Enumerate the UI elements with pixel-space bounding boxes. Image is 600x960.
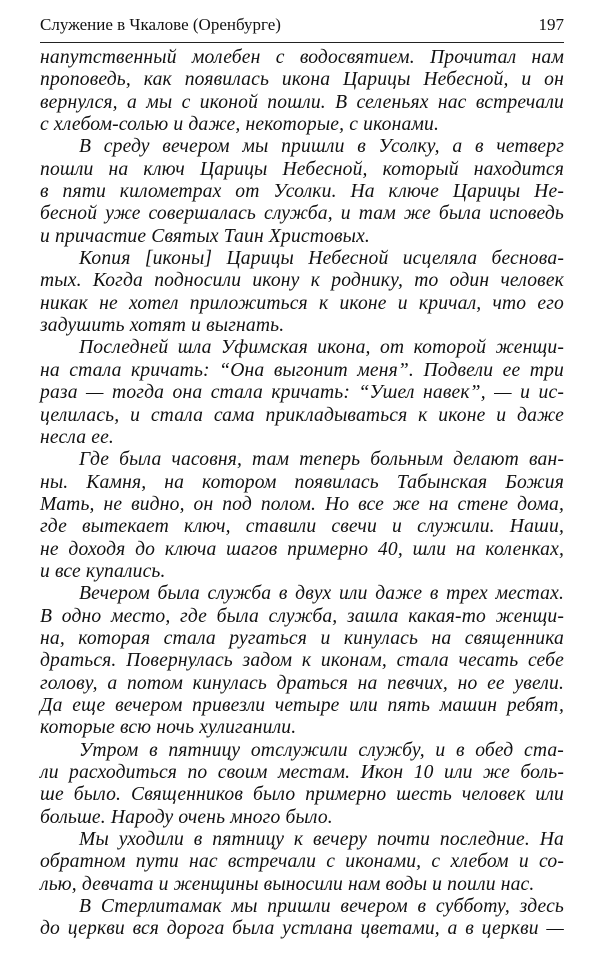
text-line: целилась, и стала сама прикладываться к иконе и даже	[40, 404, 564, 426]
text-line: на, которая стала ругаться и кинулась на священника	[40, 627, 564, 649]
paragraph	[40, 896, 564, 941]
text-line: Мать, не видно, он под полом. Но все же на стене дома,	[40, 493, 564, 515]
text-line: ны. Камня, на котором появилась Табынская Божия	[40, 471, 564, 493]
text-line: на стала кричать: “Она выгонит меня”. Подвели ее три	[40, 359, 564, 381]
text-line: где вытекает ключ, ставили свечи и служили. Наши,	[40, 516, 564, 538]
body-text	[40, 47, 564, 941]
text-line: В одно место, где была служба, зашла какая-то женщи-	[40, 605, 564, 627]
text-line: задушить хотят и выгнать.	[40, 315, 285, 337]
chapter-title: Служение в Чкалове (Оренбурге)	[40, 15, 281, 34]
text-line: голову, а потом кинулась драться на певчих, но ее увели.	[40, 672, 564, 694]
paragraph	[40, 449, 564, 583]
text-line: больше. Народу очень много было.	[40, 806, 333, 828]
text-line: никак не хотел приложиться к иконе и кричал, что его	[40, 292, 564, 314]
text-line: В среду вечером мы пришли в Усолку, а в четверг	[79, 136, 564, 158]
text-line: раза — тогда она стала кричать: “Ушел навек”, — и ис-	[40, 382, 564, 404]
text-line: с хлебом-солью и даже, некоторые, с иконами.	[40, 114, 440, 136]
paragraph	[40, 47, 564, 136]
book-page	[40, 14, 564, 941]
paragraph	[40, 136, 564, 248]
page-number: 197	[538, 15, 564, 34]
text-line: Да еще вечером привезли четыре или пять машин ребят,	[40, 694, 564, 716]
text-line: бесной уже совершалась служба, и там же была исповедь	[40, 203, 564, 225]
text-line: В Стерлитамак мы пришли вечером в субботу, здесь	[79, 896, 564, 918]
text-line: до церкви вся дорога была устлана цветами, а в церкви —	[40, 918, 564, 940]
text-line: в пяти километрах от Усолки. На ключе Царицы Не-	[40, 181, 564, 203]
text-line: Вечером была служба в двух или даже в трех местах.	[79, 583, 564, 605]
text-line: и все купались.	[40, 560, 166, 582]
text-line: и причастие Святых Таин Христовых.	[40, 225, 370, 247]
text-line: проповедь, как появилась икона Царицы Небесной, и он	[40, 69, 564, 91]
text-line: несла ее.	[40, 426, 114, 448]
text-line: ше было. Священников было примерно шесть человек или	[40, 784, 564, 806]
text-line: напутственный молебен с водосвятием. Прочитал нам	[40, 47, 564, 68]
text-line: лью, девчата и женщины выносили нам воды и поили нас.	[40, 873, 535, 895]
text-line: Утром в пятницу отслужили службу, и в обед ста-	[79, 739, 564, 761]
paragraph	[40, 740, 564, 829]
running-head	[40, 14, 564, 43]
paragraph	[40, 248, 564, 337]
paragraph	[40, 829, 564, 896]
text-line: обратном пути нас встречали с иконами, с хлебом и со-	[40, 851, 564, 873]
paragraph	[40, 337, 564, 449]
paragraph	[40, 583, 564, 739]
text-line: не доходя до ключа шагов примерно 40, шли на коленках,	[40, 538, 564, 560]
text-line: пошли на ключ Царицы Небесной, который находится	[40, 158, 564, 180]
text-line: ли расходиться по своим местам. Икон 10 или же боль-	[40, 762, 564, 783]
text-line: Мы уходили в пятницу к вечеру почти последние. На	[79, 829, 564, 851]
text-line: которые всю ночь хулиганили.	[40, 717, 297, 739]
text-line: тых. Когда подносили икону к роднику, то один человек	[40, 270, 564, 292]
text-line: вернулся, а мы с иконой пошли. В селеньях нас встречали	[40, 91, 564, 113]
text-line: Копия [иконы] Царицы Небесной исцеляла бесновa-	[79, 248, 564, 270]
text-line: Где была часовня, там теперь больным делают ван-	[79, 449, 564, 471]
text-line: драться. Повернулась задом к иконам, стала чесать себе	[40, 650, 564, 672]
text-line: Последней шла Уфимская икона, от которой женщи-	[79, 337, 564, 359]
